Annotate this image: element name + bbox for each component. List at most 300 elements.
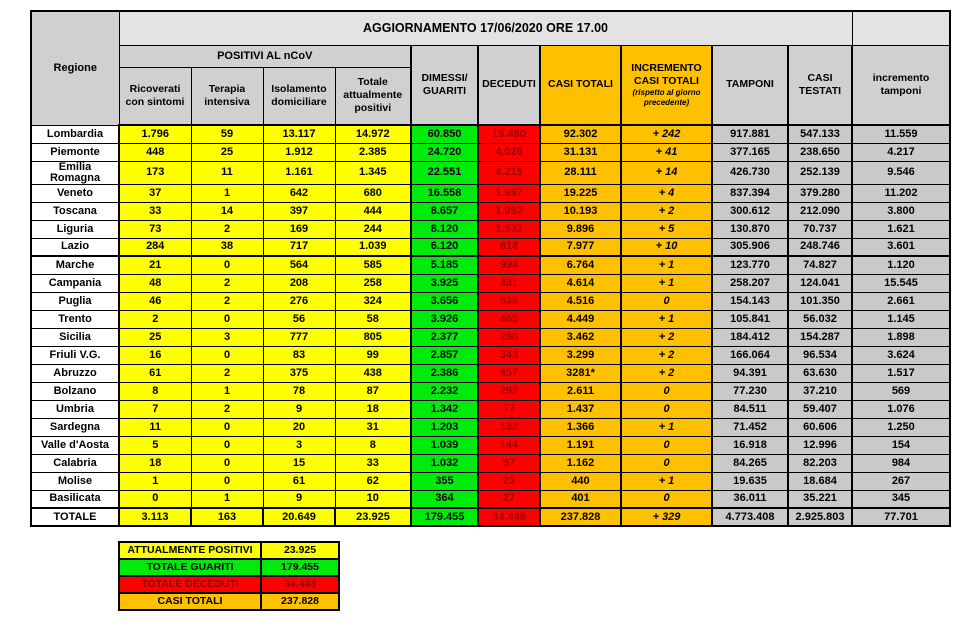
cell-col3: 444 (335, 202, 411, 220)
region-name: Bolzano (31, 382, 119, 400)
cell-col8: 837.394 (712, 184, 788, 202)
cell-col0: 37 (119, 184, 191, 202)
cell-col9: 2.925.803 (788, 508, 852, 526)
cell-col1: 3 (191, 328, 263, 346)
cell-col9: 547.133 (788, 125, 852, 143)
cell-col4: 2.857 (411, 346, 478, 364)
totale-positivi-header: Totale attualmente positivi (335, 67, 411, 125)
region-row (31, 346, 950, 364)
region-name: Friuli V.G. (31, 346, 119, 364)
cell-col4: 8.120 (411, 220, 478, 238)
region-name: Sardegna (31, 418, 119, 436)
cell-col4: 1.032 (411, 454, 478, 472)
cell-col0: 173 (119, 161, 191, 184)
summary-row-casi-totali (119, 593, 339, 610)
cell-col0: 16 (119, 346, 191, 364)
cell-col8: 258.207 (712, 274, 788, 292)
cell-col0: 2 (119, 310, 191, 328)
region-name: TOTALE (31, 508, 119, 526)
cell-col1: 2 (191, 292, 263, 310)
cell-col7: + 2 (621, 364, 712, 382)
cell-col4: 22.551 (411, 161, 478, 184)
cell-col7: + 1 (621, 274, 712, 292)
cell-col4: 5.185 (411, 256, 478, 274)
cell-col6: 2.611 (540, 382, 621, 400)
cell-col9: 59.407 (788, 400, 852, 418)
cell-col5: 818 (478, 238, 540, 256)
cell-col4: 2.232 (411, 382, 478, 400)
casi-totali-header: CASI TOTALI (540, 45, 621, 125)
region-name: Valle d'Aosta (31, 436, 119, 454)
cell-col0: 73 (119, 220, 191, 238)
cell-col8: 71.452 (712, 418, 788, 436)
covid-regional-table (30, 10, 951, 527)
cell-col9: 238.650 (788, 143, 852, 161)
cell-col3: 99 (335, 346, 411, 364)
cell-col1: 2 (191, 364, 263, 382)
cell-col10: 4.217 (852, 143, 950, 161)
cell-col7: + 4 (621, 184, 712, 202)
cell-col8: 305.906 (712, 238, 788, 256)
cell-col4: 16.558 (411, 184, 478, 202)
summary-row-totale-guariti (119, 559, 339, 576)
cell-col1: 1 (191, 184, 263, 202)
region-row (31, 161, 950, 184)
cell-col1: 1 (191, 490, 263, 508)
cell-col3: 324 (335, 292, 411, 310)
cell-col10: 3.601 (852, 238, 950, 256)
cell-col1: 0 (191, 436, 263, 454)
cell-col6: 1.191 (540, 436, 621, 454)
cell-col10: 3.800 (852, 202, 950, 220)
cell-col4: 1.342 (411, 400, 478, 418)
cell-col1: 1 (191, 382, 263, 400)
region-row (31, 436, 950, 454)
cell-col9: 70.737 (788, 220, 852, 238)
region-name: Puglia (31, 292, 119, 310)
summary-label: CASI TOTALI (119, 593, 261, 610)
cell-col0: 0 (119, 490, 191, 508)
cell-col8: 377.165 (712, 143, 788, 161)
cell-col9: 12.996 (788, 436, 852, 454)
cell-col6: 28.111 (540, 161, 621, 184)
cell-col7: 0 (621, 436, 712, 454)
cell-col6: 401 (540, 490, 621, 508)
table-title: AGGIORNAMENTO 17/06/2020 ORE 17.00 (119, 11, 852, 45)
incremento-casi-totali-label: INCREMENTO CASI TOTALI (631, 62, 702, 88)
cell-col0: 21 (119, 256, 191, 274)
cell-col2: 564 (263, 256, 335, 274)
cell-col7: + 1 (621, 256, 712, 274)
incremento-casi-totali-header (621, 45, 712, 125)
cell-col0: 11 (119, 418, 191, 436)
region-row (31, 202, 950, 220)
region-row (31, 310, 950, 328)
cell-col7: 0 (621, 454, 712, 472)
tamponi-header: TAMPONI (712, 45, 788, 125)
cell-col9: 252.139 (788, 161, 852, 184)
cell-col8: 154.143 (712, 292, 788, 310)
cell-col1: 38 (191, 238, 263, 256)
group-header-row (31, 45, 950, 67)
cell-col5: 280 (478, 328, 540, 346)
cell-col3: 8 (335, 436, 411, 454)
cell-col5: 465 (478, 310, 540, 328)
cell-col10: 1.120 (852, 256, 950, 274)
cell-col0: 284 (119, 238, 191, 256)
cell-col8: 84.511 (712, 400, 788, 418)
cell-col2: 276 (263, 292, 335, 310)
cell-col5: 97 (478, 454, 540, 472)
cell-col9: 60.606 (788, 418, 852, 436)
cell-col3: 18 (335, 400, 411, 418)
cell-col4: 3.926 (411, 310, 478, 328)
cell-col6: 1.366 (540, 418, 621, 436)
cell-col1: 2 (191, 220, 263, 238)
cell-col5: 292 (478, 382, 540, 400)
cell-col2: 1.161 (263, 161, 335, 184)
cell-col3: 14.972 (335, 125, 411, 143)
region-row (31, 454, 950, 472)
cell-col6: 440 (540, 472, 621, 490)
region-row (31, 472, 950, 490)
cell-col7: + 5 (621, 220, 712, 238)
region-name: Emilia Romagna (31, 161, 119, 184)
region-name: Campania (31, 274, 119, 292)
cell-col4: 24.720 (411, 143, 478, 161)
region-row (31, 400, 950, 418)
cell-col3: 33 (335, 454, 411, 472)
cell-col7: + 2 (621, 202, 712, 220)
positivi-group-header: POSITIVI AL nCoV (119, 45, 411, 67)
cell-col10: 9.546 (852, 161, 950, 184)
cell-col5: 431 (478, 274, 540, 292)
cell-col9: 379.280 (788, 184, 852, 202)
cell-col10: 154 (852, 436, 950, 454)
cell-col6: 3.299 (540, 346, 621, 364)
summary-label: TOTALE DECEDUTI (119, 576, 261, 593)
cell-col9: 248.746 (788, 238, 852, 256)
region-name: Lombardia (31, 125, 119, 143)
cell-col0: 18 (119, 454, 191, 472)
cell-col5: 132 (478, 418, 540, 436)
region-row (31, 220, 950, 238)
cell-col1: 2 (191, 400, 263, 418)
cell-col4: 3.656 (411, 292, 478, 310)
cell-col3: 87 (335, 382, 411, 400)
cell-col1: 0 (191, 346, 263, 364)
cell-col8: 94.391 (712, 364, 788, 382)
cell-col5: 27 (478, 490, 540, 508)
cell-col8: 36.011 (712, 490, 788, 508)
region-name: Trento (31, 310, 119, 328)
summary-value: 23.925 (261, 542, 339, 559)
region-row (31, 418, 950, 436)
cell-col5: 994 (478, 256, 540, 274)
cell-col2: 169 (263, 220, 335, 238)
cell-col6: 6.764 (540, 256, 621, 274)
summary-table (118, 541, 340, 611)
cell-col4: 2.386 (411, 364, 478, 382)
region-row (31, 184, 950, 202)
cell-col0: 48 (119, 274, 191, 292)
cell-col6: 237.828 (540, 508, 621, 526)
cell-col8: 77.230 (712, 382, 788, 400)
cell-col10: 15.545 (852, 274, 950, 292)
cell-col8: 166.064 (712, 346, 788, 364)
cell-col7: 0 (621, 382, 712, 400)
region-name: Molise (31, 472, 119, 490)
region-row (31, 238, 950, 256)
cell-col8: 130.870 (712, 220, 788, 238)
cell-col1: 2 (191, 274, 263, 292)
cell-col2: 78 (263, 382, 335, 400)
cell-col1: 163 (191, 508, 263, 526)
cell-col2: 208 (263, 274, 335, 292)
region-name: Abruzzo (31, 364, 119, 382)
cell-col2: 9 (263, 400, 335, 418)
cell-col2: 3 (263, 436, 335, 454)
region-name: Basilicata (31, 490, 119, 508)
cell-col0: 3.113 (119, 508, 191, 526)
region-name: Liguria (31, 220, 119, 238)
cell-col3: 258 (335, 274, 411, 292)
cell-col1: 11 (191, 161, 263, 184)
summary-row-attualmente-positivi (119, 542, 339, 559)
summary-value: 179.455 (261, 559, 339, 576)
incremento-tamponi-header: incremento tamponi (852, 45, 950, 125)
cell-col2: 20.649 (263, 508, 335, 526)
cell-col1: 0 (191, 472, 263, 490)
cell-col9: 212.090 (788, 202, 852, 220)
deceduti-header: DECEDUTI (478, 45, 540, 125)
cell-col0: 61 (119, 364, 191, 382)
cell-col10: 1.898 (852, 328, 950, 346)
cell-col5: 1.092 (478, 202, 540, 220)
region-name: Lazio (31, 238, 119, 256)
cell-col9: 82.203 (788, 454, 852, 472)
terapia-intensiva-header: Terapia intensiva (191, 67, 263, 125)
cell-col4: 60.850 (411, 125, 478, 143)
region-name: Calabria (31, 454, 119, 472)
cell-col8: 917.881 (712, 125, 788, 143)
cell-col2: 777 (263, 328, 335, 346)
cell-col5: 16.480 (478, 125, 540, 143)
summary-label: ATTUALMENTE POSITIVI (119, 542, 261, 559)
title-row (31, 11, 950, 45)
cell-col10: 1.076 (852, 400, 950, 418)
totale-row (31, 508, 950, 526)
cell-col6: 31.131 (540, 143, 621, 161)
cell-col3: 10 (335, 490, 411, 508)
cell-col10: 11.559 (852, 125, 950, 143)
cell-col8: 105.841 (712, 310, 788, 328)
cell-col7: 0 (621, 400, 712, 418)
cell-col8: 4.773.408 (712, 508, 788, 526)
cell-col2: 61 (263, 472, 335, 490)
cell-col6: 3.462 (540, 328, 621, 346)
cell-col7: + 1 (621, 472, 712, 490)
cell-col10: 345 (852, 490, 950, 508)
cell-col6: 1.162 (540, 454, 621, 472)
cell-col10: 2.661 (852, 292, 950, 310)
cell-col1: 0 (191, 454, 263, 472)
cell-col0: 25 (119, 328, 191, 346)
cell-col10: 984 (852, 454, 950, 472)
cell-col4: 364 (411, 490, 478, 508)
region-name: Marche (31, 256, 119, 274)
cell-col2: 15 (263, 454, 335, 472)
cell-col9: 154.287 (788, 328, 852, 346)
cell-col9: 74.827 (788, 256, 852, 274)
cell-col5: 144 (478, 436, 540, 454)
cell-col2: 397 (263, 202, 335, 220)
cell-col4: 355 (411, 472, 478, 490)
cell-col8: 84.265 (712, 454, 788, 472)
summary-value: 34.448 (261, 576, 339, 593)
casi-testati-header: CASI TESTATI (788, 45, 852, 125)
cell-col6: 4.614 (540, 274, 621, 292)
cell-col5: 343 (478, 346, 540, 364)
region-row (31, 382, 950, 400)
cell-col3: 680 (335, 184, 411, 202)
cell-col1: 14 (191, 202, 263, 220)
cell-col0: 7 (119, 400, 191, 418)
cell-col5: 1.532 (478, 220, 540, 238)
cell-col8: 19.635 (712, 472, 788, 490)
cell-col8: 426.730 (712, 161, 788, 184)
cell-col3: 62 (335, 472, 411, 490)
cell-col4: 179.455 (411, 508, 478, 526)
cell-col9: 37.210 (788, 382, 852, 400)
cell-col7: 0 (621, 292, 712, 310)
cell-col7: + 242 (621, 125, 712, 143)
cell-col7: + 1 (621, 310, 712, 328)
cell-col8: 123.770 (712, 256, 788, 274)
cell-col3: 2.385 (335, 143, 411, 161)
region-name: Umbria (31, 400, 119, 418)
cell-col3: 58 (335, 310, 411, 328)
region-row (31, 143, 950, 161)
dimessi-guariti-header: DIMESSI/ GUARITI (411, 45, 478, 125)
cell-col2: 375 (263, 364, 335, 382)
cell-col10: 1.517 (852, 364, 950, 382)
cell-col5: 77 (478, 400, 540, 418)
cell-col5: 4.215 (478, 161, 540, 184)
cell-col4: 3.925 (411, 274, 478, 292)
cell-col7: + 329 (621, 508, 712, 526)
region-name: Piemonte (31, 143, 119, 161)
cell-col7: 0 (621, 490, 712, 508)
cell-col6: 10.193 (540, 202, 621, 220)
cell-col7: + 1 (621, 418, 712, 436)
isolamento-header: Isolamento domiciliare (263, 67, 335, 125)
cell-col4: 2.377 (411, 328, 478, 346)
cell-col7: + 41 (621, 143, 712, 161)
cell-col3: 585 (335, 256, 411, 274)
region-row (31, 292, 950, 310)
cell-col6: 7.977 (540, 238, 621, 256)
cell-col5: 23 (478, 472, 540, 490)
cell-col2: 56 (263, 310, 335, 328)
cell-col1: 0 (191, 256, 263, 274)
summary-label: TOTALE GUARITI (119, 559, 261, 576)
cell-col10: 1.621 (852, 220, 950, 238)
cell-col10: 11.202 (852, 184, 950, 202)
region-name: Toscana (31, 202, 119, 220)
cell-col2: 717 (263, 238, 335, 256)
cell-col6: 1.437 (540, 400, 621, 418)
cell-col0: 33 (119, 202, 191, 220)
cell-col4: 8.657 (411, 202, 478, 220)
cell-col6: 4.449 (540, 310, 621, 328)
cell-col10: 1.250 (852, 418, 950, 436)
cell-col1: 0 (191, 310, 263, 328)
region-name: Sicilia (31, 328, 119, 346)
cell-col4: 1.203 (411, 418, 478, 436)
cell-col5: 34.448 (478, 508, 540, 526)
cell-col5: 457 (478, 364, 540, 382)
cell-col5: 4.026 (478, 143, 540, 161)
summary-value: 237.828 (261, 593, 339, 610)
cell-col9: 56.032 (788, 310, 852, 328)
cell-col3: 23.925 (335, 508, 411, 526)
cell-col2: 9 (263, 490, 335, 508)
cell-col6: 19.225 (540, 184, 621, 202)
cell-col10: 267 (852, 472, 950, 490)
cell-col6: 3281* (540, 364, 621, 382)
cell-col9: 96.534 (788, 346, 852, 364)
corner-empty-cell (852, 11, 950, 45)
cell-col6: 9.896 (540, 220, 621, 238)
cell-col7: + 2 (621, 328, 712, 346)
cell-col7: + 2 (621, 346, 712, 364)
region-row (31, 364, 950, 382)
cell-col2: 1.912 (263, 143, 335, 161)
cell-col7: + 14 (621, 161, 712, 184)
cell-col0: 448 (119, 143, 191, 161)
cell-col6: 92.302 (540, 125, 621, 143)
cell-col8: 16.918 (712, 436, 788, 454)
ricoverati-header: Ricoverati con sintomi (119, 67, 191, 125)
cell-col7: + 10 (621, 238, 712, 256)
region-name: Veneto (31, 184, 119, 202)
cell-col6: 4.516 (540, 292, 621, 310)
cell-col2: 20 (263, 418, 335, 436)
cell-col4: 1.039 (411, 436, 478, 454)
cell-col2: 13.117 (263, 125, 335, 143)
region-row (31, 125, 950, 143)
region-row (31, 256, 950, 274)
cell-col8: 300.612 (712, 202, 788, 220)
cell-col3: 31 (335, 418, 411, 436)
cell-col9: 63.630 (788, 364, 852, 382)
cell-col10: 77.701 (852, 508, 950, 526)
cell-col10: 569 (852, 382, 950, 400)
cell-col0: 1.796 (119, 125, 191, 143)
cell-col1: 0 (191, 418, 263, 436)
cell-col3: 1.345 (335, 161, 411, 184)
summary-row-totale-deceduti (119, 576, 339, 593)
cell-col3: 438 (335, 364, 411, 382)
cell-col0: 5 (119, 436, 191, 454)
cell-col9: 124.041 (788, 274, 852, 292)
cell-col0: 46 (119, 292, 191, 310)
cell-col0: 8 (119, 382, 191, 400)
cell-col2: 83 (263, 346, 335, 364)
incremento-note: (rispetto al giorno precedente) (632, 88, 701, 107)
cell-col1: 59 (191, 125, 263, 143)
